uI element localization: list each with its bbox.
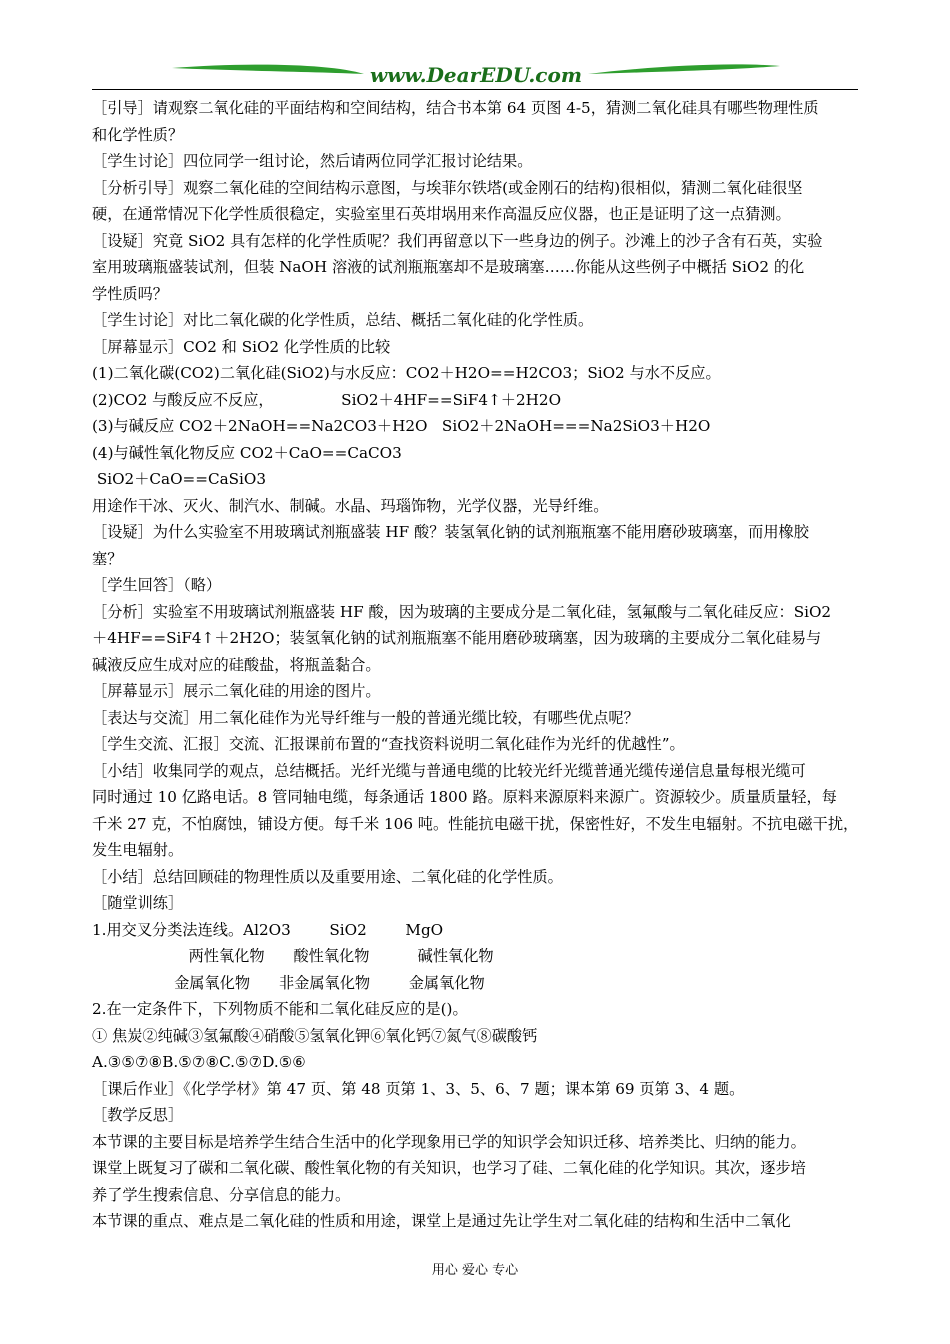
text-line: ［小结］总结回顾硅的物理性质以及重要用途、二氧化硅的化学性质。: [92, 867, 563, 886]
text-line: 两性氧化物 酸性氧化物 碱性氧化物: [92, 947, 494, 965]
text-line: ［学生讨论］四位同学一组讨论，然后请两位同学汇报讨论结果。: [92, 152, 533, 170]
text-line: ［设疑］究竟 SiO2 具有怎样的化学性质呢？我们再留意以下一些身边的例子。沙滩上的沙子含有石英，实验: [92, 231, 823, 250]
header-divider: [92, 89, 858, 90]
text-line: ＋4HF==SiF4↑＋2H2O；装氢氧化钠的试剂瓶瓶塞不能用磨砂玻璃塞，因为玻璃的主要成分二氧化硅易与: [92, 629, 822, 647]
text-line: SiO2＋CaO==CaSiO3: [92, 470, 267, 488]
text-line: ［表达与交流］用二氧化硅作为光导纤维与一般的普通光缆比较，有哪些优点呢？: [92, 708, 639, 727]
text-line: 2.在一定条件下，下列物质不能和二氧化硅反应的是()。: [92, 1000, 468, 1018]
text-line: ［学生讨论］对比二氧化碳的化学性质，总结、概括二氧化硅的化学性质。: [92, 311, 594, 329]
text-line: 塞？: [92, 549, 123, 568]
text-line: (3)与碱反应 CO2＋2NaOH==Na2CO3＋H2O SiO2＋2NaOH===Na2SiO3＋H2O: [92, 417, 711, 435]
text-line: ［屏幕显示］展示二氧化硅的用途的图片。: [92, 682, 381, 700]
text-line: (1)二氧化碳(CO2)二氧化硅(SiO2)与水反应：CO2＋H2O==H2CO3；SiO2 与水不反应。: [92, 364, 721, 382]
text-line: 室用玻璃瓶盛装试剂，但装 NaOH 溶液的试剂瓶瓶塞却不是玻璃塞……你能从这些例子中概括 SiO2 的化: [92, 258, 805, 276]
text-line: (4)与碱性氧化物反应 CO2＋CaO==CaCO3: [92, 443, 402, 462]
logo-swoosh-icon: [92, 58, 858, 90]
text-line: ［小结］收集同学的观点，总结概括。光纤光缆与普通电缆的比较光纤光缆普通光缆传递信息量每根光缆可: [92, 761, 806, 780]
text-line: 发生电辐射。: [92, 841, 184, 859]
text-line: 金属氧化物 非金属氧化物 金属氧化物: [92, 973, 485, 992]
text-line: ［教学反思］: [92, 1106, 184, 1124]
header-logo: [92, 58, 858, 90]
document-body: [92, 95, 864, 1235]
text-line: 千米 27 克，不怕腐蚀，铺设方便。每千米 106 吨。性能抗电磁干扰，保密性好，不发生电辐射。不抗电磁干扰，: [92, 814, 859, 833]
text-line: 养了学生搜索信息、分享信息的能力。: [92, 1185, 351, 1204]
text-line: (2)CO2 与酸反应不反应， SiO2＋4HF==SiF4↑＋2H2O: [92, 390, 562, 409]
text-line: 本节课的主要目标是培养学生结合生活中的化学现象用已学的知识学会知识迁移、培养类比、归纳的能力。: [92, 1132, 806, 1151]
text-line: 用途作干冰、灭火、制汽水、制碱。水晶、玛瑙饰物，光学仪器，光导纤维。: [92, 496, 609, 515]
text-line: ① 焦炭②纯碱③氢氟酸④硝酸⑤氢氧化钾⑥氧化钙⑦氮气⑧碳酸钙: [92, 1026, 538, 1045]
text-line: ［随堂训练］: [92, 894, 184, 912]
text-line: 本节课的重点、难点是二氧化硅的性质和用途，课堂上是通过先让学生对二氧化硅的结构和生活中二氧化: [92, 1212, 791, 1230]
logo-text: www.DearEDU.com: [369, 63, 583, 87]
text-line: ［屏幕显示］CO2 和 SiO2 化学性质的比较: [92, 337, 391, 356]
text-line: ［设疑］为什么实验室不用玻璃试剂瓶盛装 HF 酸？装氢氧化钠的试剂瓶瓶塞不能用磨砂玻璃塞，而用橡胶: [92, 523, 809, 541]
text-line: ［学生回答］（略）: [92, 576, 222, 594]
text-line: 碱液反应生成对应的硅酸盐，将瓶盖黏合。: [92, 655, 381, 674]
text-line: 学性质吗？: [92, 284, 168, 303]
page-footer: 用心 爱心 专心: [431, 1263, 519, 1278]
text-line: A.③⑤⑦⑧B.⑤⑦⑧C.⑤⑦D.⑤⑥: [92, 1053, 306, 1071]
text-line: 同时通过 10 亿路电话。8 管同轴电缆，每条通话 1800 路。原料来源原料来源广。资源较少。质量质量轻，每: [92, 788, 837, 806]
text-line: 硬，在通常情况下化学性质很稳定，实验室里石英坩埚用来作高温反应仪器，也正是证明了这一点猜测。: [92, 205, 791, 223]
text-line: ［分析］实验室不用玻璃试剂瓶盛装 HF 酸，因为玻璃的主要成分是二氧化硅，氢氟酸与二氧化硅反应：SiO2: [92, 602, 832, 621]
text-line: ［分析引导］观察二氧化硅的空间结构示意图，与埃菲尔铁塔(或金刚石的结构)很相似，猜测二氧化硅很坚: [92, 178, 803, 197]
text-line: 和化学性质？: [92, 125, 184, 144]
text-line: 1.用交叉分类法连线。Al2O3 SiO2 MgO: [92, 920, 444, 939]
text-line: ［课后作业］《化学学材》第 47 页、第 48 页第 1、3、5、6、7 题；课本第 69 页第 3、4 题。: [92, 1079, 745, 1098]
text-line: ［学生交流、汇报］交流、汇报课前布置的“查找资料说明二氧化硅作为光纤的优越性”。: [92, 735, 685, 753]
text-line: 课堂上既复习了碳和二氧化碳、酸性氧化物的有关知识，也学习了硅、二氧化硅的化学知识。其次，逐步培: [92, 1159, 806, 1177]
text-line: ［引导］请观察二氧化硅的平面结构和空间结构，结合书本第 64 页图 4-5，猜测二氧化硅具有哪些物理性质: [92, 99, 819, 117]
